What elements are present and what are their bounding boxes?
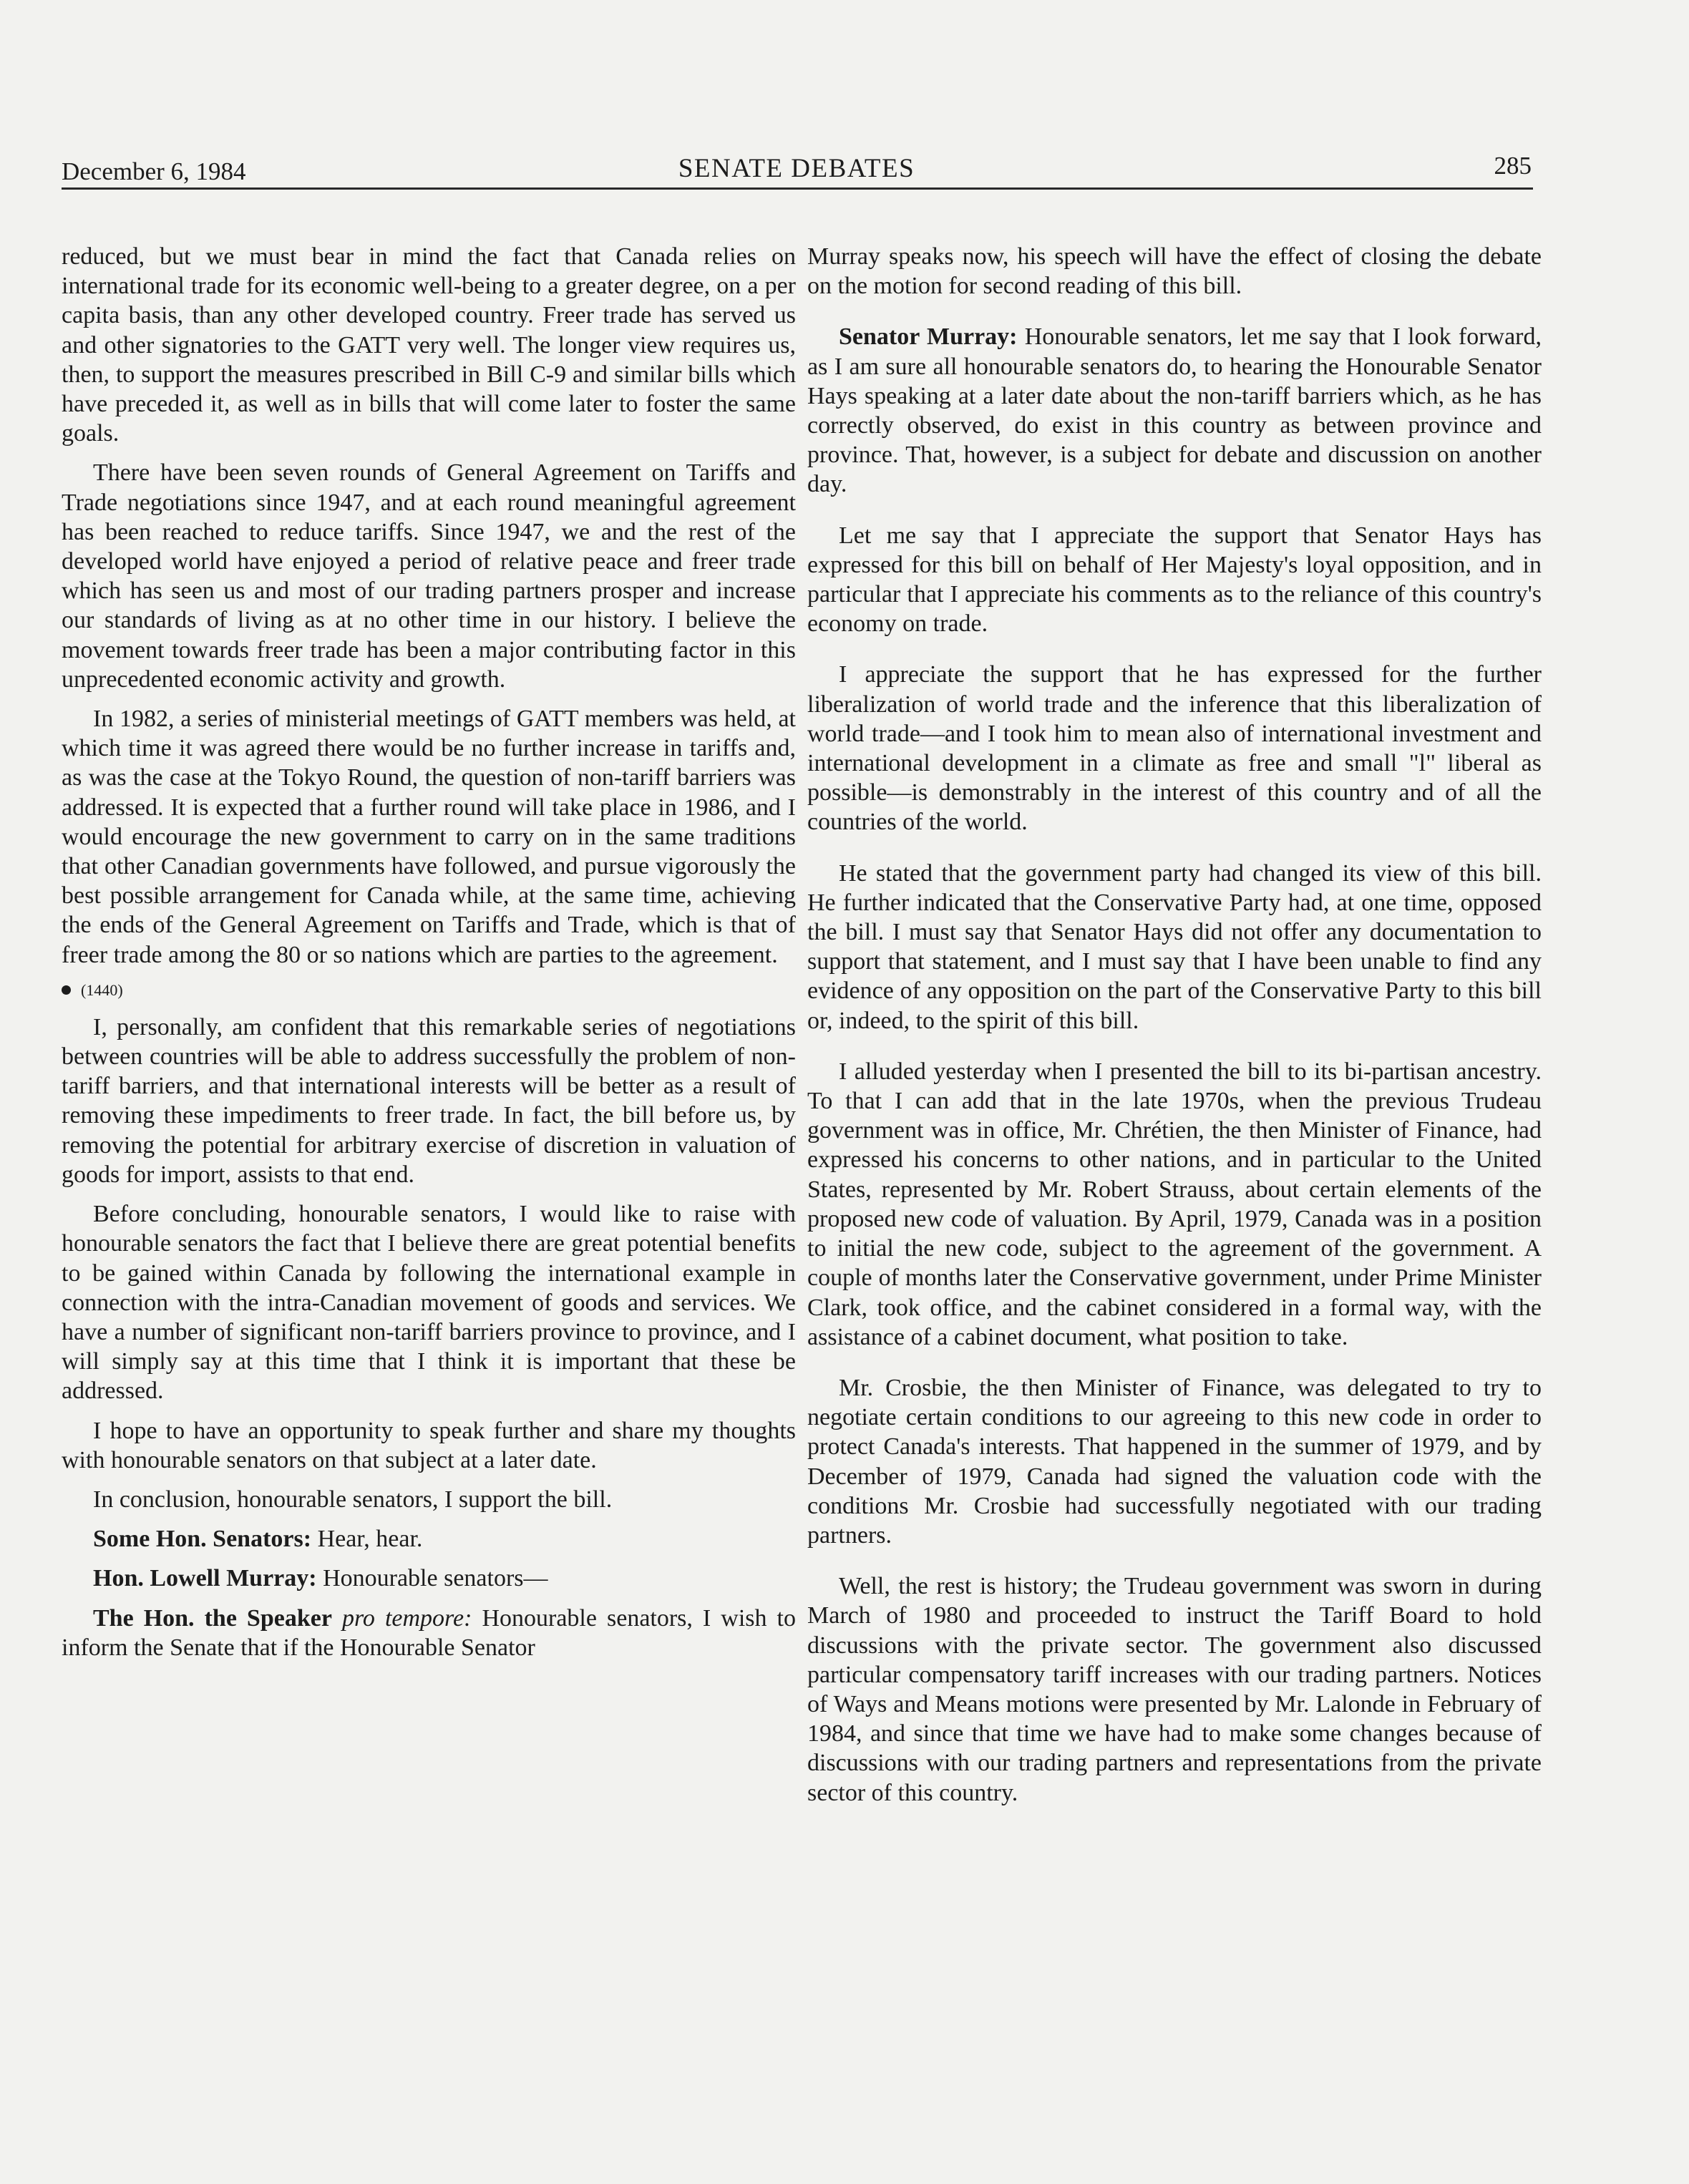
header-date: December 6, 1984: [62, 157, 246, 185]
paragraph: I alluded yesterday when I presented the bill to its bi-partisan ancestry. To that I can add that in the late 1970s, when the previous Trudeau government was in office, Mr. Chrétien, the then Minister of Finance, had expressed his concerns to other nations, and in particular to the United States, represented by Mr. Robert Strauss, about certain elements of the proposed new code of valuation. By April, 1979, Canada was in a position to initial the new code, subject to the agreement of the government. A couple of months later the Conservative government, under Prime Minister Clark, took office, and the cabinet considered in a formal way, with the assistance of a cabinet document, what position to take.: [807, 1058, 1542, 1350]
speaker-paragraph: [62, 1564, 796, 1593]
paragraph: There have been seven rounds of General Agreement on Tariffs and Trade negotiations since 1947, and at each round meaningful agreement has been reached to reduce tariffs. Since 1947, we and the rest of the developed world have enjoyed a period of relative peace and freer trade which has seen us and most of our trading partners prosper and increase our standards of living as at no other time in our history. I believe the movement towards freer trade has been a major contributing factor in this unprecedented economic activity and growth.: [62, 459, 796, 693]
speech-text: Honourable senators, let me say that I look forward, as I am sure all honourable senators do, to hearing the Honourable Senator Hays speaking at a later date about the non-tariff barriers which, as he has correctly observed, do exist in this country as between province and province. That, however, is a subject for debate and discussion on another day.: [807, 323, 1542, 498]
speaker-paragraph: [62, 1604, 796, 1662]
speech-text: Honourable senators, I wish to inform the Senate that if the Honourable Senator: [62, 1604, 796, 1661]
speaker-paragraph: [62, 1524, 796, 1554]
paragraph: Before concluding, honourable senators, I would like to raise with honourable senators the fact that I believe there are great potential benefits to be gained within Canada by following the international example in connection with the intra-Canadian movement of goods and services. We have a number of significant non-tariff barriers province to province, and I will simply say at this time that I think it is important that these be addressed.: [62, 1201, 796, 1405]
paragraph: Let me say that I appreciate the support that Senator Hays has expressed for this bill on behalf of Her Majesty's loyal opposition, and in particular that I appreciate his comments as to the reliance of this country's economy on trade.: [807, 522, 1542, 638]
paragraph: Mr. Crosbie, the then Minister of Finance, was delegated to try to negotiate certain conditions to our agreeing to this new code in order to protect Canada's interests. That happened in the summer of 1979, and by December of 1979, Canada had signed the valuation code with the conditions Mr. Crosbie had successfully negotiated with our trading partners.: [807, 1374, 1542, 1549]
left-column: [62, 242, 796, 1672]
speaker-name: Some Hon. Senators:: [93, 1526, 312, 1553]
page-header: [62, 149, 1532, 189]
speaker-name: The Hon. the Speaker: [93, 1604, 332, 1632]
speech-text: Honourable senators—: [316, 1565, 548, 1592]
paragraph: Murray speaks now, his speech will have the effect of closing the debate on the motion for second reading of this bill.: [807, 243, 1542, 300]
paragraph: In conclusion, honourable senators, I support the bill.: [93, 1486, 613, 1513]
paragraph: In 1982, a series of ministerial meetings of GATT members was held, at which time it was agreed there would be no further increase in tariffs and, as was the case at the Tokyo Round, the question of non-tariff barriers was addressed. It is expected that a further round will take place in 1986, and I would encourage the new government to carry on in the same traditions that other Canadian governments have followed, and pursue vigorously the best possible arrangement for Canada while, at the same time, achieving the ends of the General Agreement on Tariffs and Trade, which is that of freer trade among the 80 or so nations which are parties to the agreement.: [62, 706, 796, 968]
time-marker: [62, 980, 796, 1001]
paragraph: reduced, but we must bear in mind the fact that Canada relies on international trade for its economic well-being to a greater degree, on a per capita basis, than any other developed country. Freer trade has served us and other signatories to the GATT very well. The longer view requires us, then, to support the measures prescribed in Bill C-9 and similar bills which have preceded it, as well as in bills that will come later to foster the same goals.: [62, 243, 796, 447]
paragraph: He stated that the government party had changed its view of this bill. He further indicated that the Conservative Party had, at one time, opposed the bill. I must say that Senator Hays did not offer any documentation to support that statement, and I must say that I have been unable to find any evidence of any opposition on the part of the Conservative Party to this bill or, indeed, to the spirit of this bill.: [807, 859, 1542, 1034]
right-column: [807, 242, 1542, 1829]
paragraph: I appreciate the support that he has expressed for the further liberalization of world trade and the inference that this liberalization of world trade—and I took him to mean also of international investment and international development in a climate as free and small "l" liberal as possible—is demonstrably in the interest of this country and of all the countries of the world.: [807, 661, 1542, 836]
paragraph: I, personally, am confident that this remarkable series of negotiations between countries will be able to address successfully the problem of non-tariff barriers, and that international interests will be better as a result of removing these impediments to freer trade. In fact, the bill before us, by removing the potential for arbitrary exercise of discretion in valuation of goods for import, assists to that end.: [62, 1013, 796, 1188]
paragraph: Well, the rest is history; the Trudeau government was sworn in during March of 1980 and proceeded to instruct the Tariff Board to hold discussions with the private sector. The government also discussed particular compensatory tariff increases with our trading partners. Notices of Ways and Means motions were presented by Mr. Lalonde in February of 1984, and since that time we have had to make some changes because of discussions with our trading partners and representations from the private sector of this country.: [807, 1573, 1542, 1806]
header-rule: [62, 187, 1533, 190]
speech-text: Hear, hear.: [311, 1526, 423, 1553]
header-title: SENATE DEBATES: [678, 154, 915, 183]
speaker-name: Hon. Lowell Murray:: [93, 1565, 317, 1592]
speaker-name: Senator Murray:: [839, 323, 1018, 351]
bullet-icon: [62, 985, 71, 995]
paragraph: I hope to have an opportunity to speak further and share my thoughts with honourable senators on that subject at a later date.: [62, 1417, 796, 1473]
page-number: 285: [1494, 152, 1532, 180]
speaker-paragraph: [807, 322, 1542, 499]
time-marker-label: (1440): [81, 980, 123, 999]
speaker-title-italic: pro tempore:: [331, 1604, 472, 1632]
